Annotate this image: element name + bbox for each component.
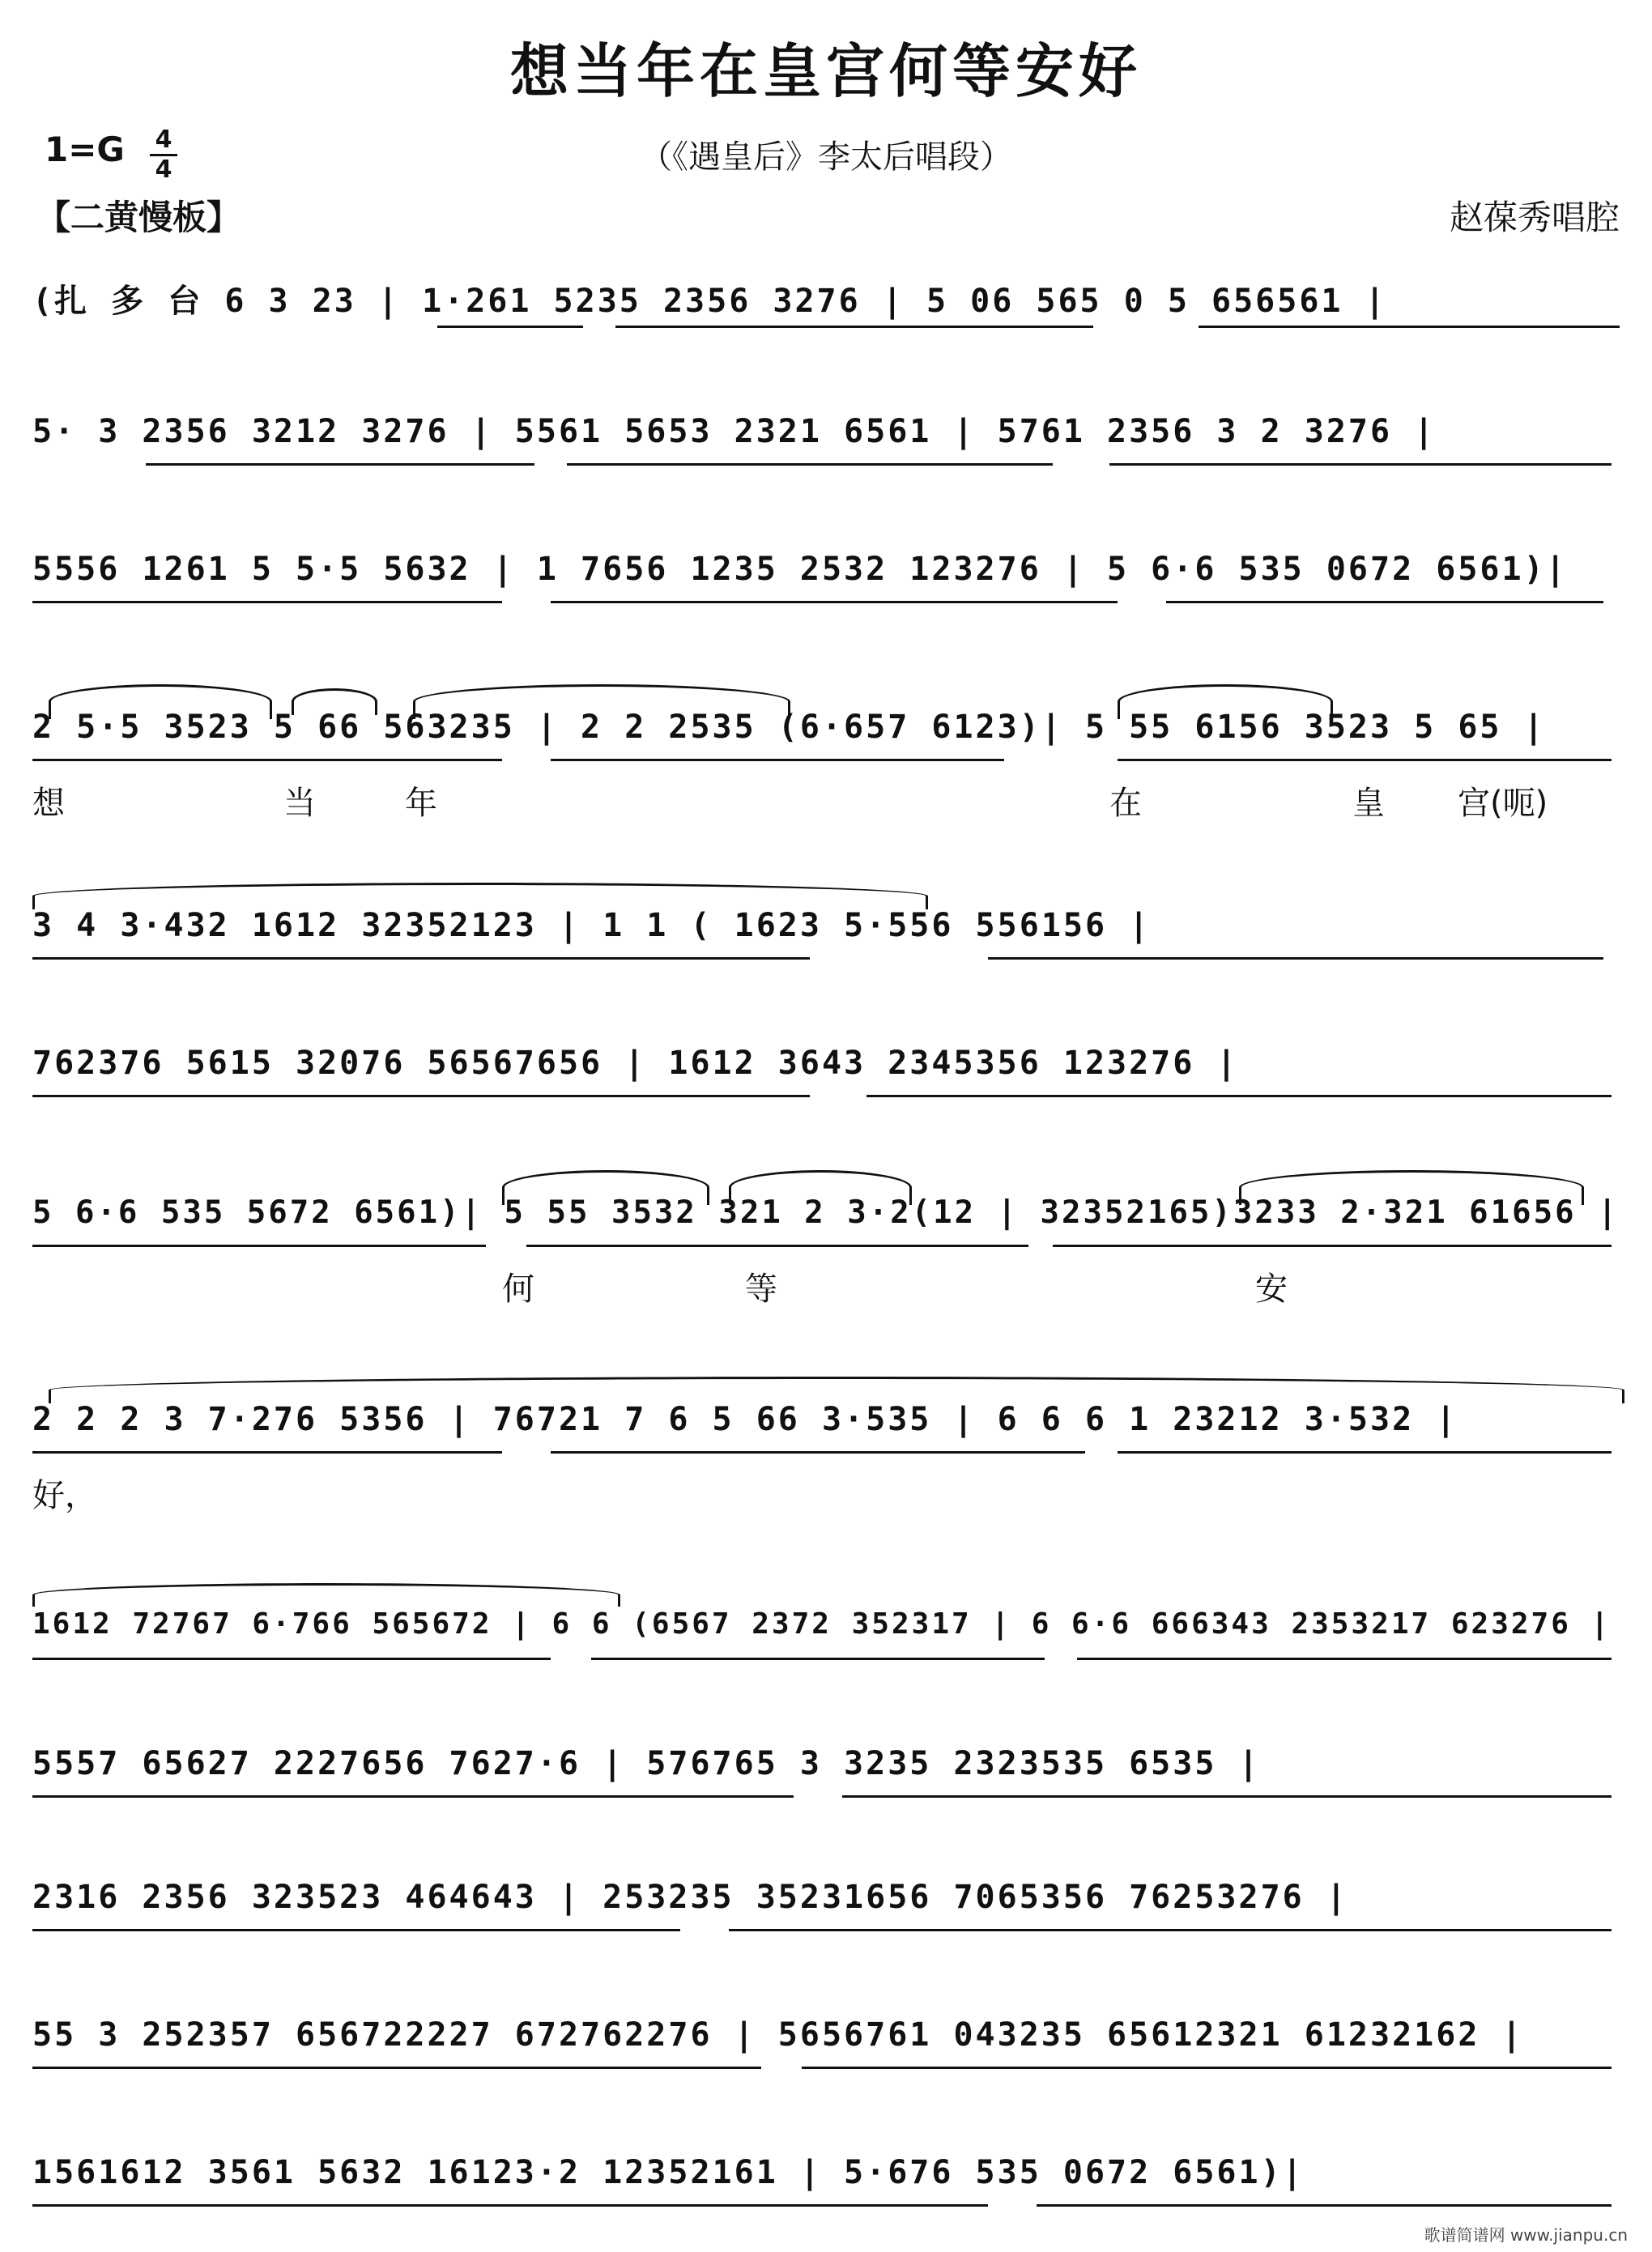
score-line-notes: 762376 5615 32076 56567656 | 1612 3643 2345356 123276 | [32,1045,1239,1082]
subtitle: （《遇皇后》李太后唱段） [640,138,1012,176]
lyric-syllable: 等 [745,1271,777,1308]
lyrics-line-4 [32,777,1624,823]
lyric-syllable: 何 [502,1271,534,1308]
beam [1109,463,1612,466]
lyric-syllable: 在 [1109,785,1142,822]
score-line-6 [32,1045,1624,1109]
beam [146,463,534,466]
beam [1118,1451,1612,1454]
score-line-notes: 1612 72767 6·766 565672 | 6 6 (6567 2372 352317 | 6 6·6 666343 2353217 623276 | [32,1607,1612,1641]
beam [1077,1658,1612,1660]
score-line-notes: 5 6·6 535 5672 6561)| 5 55 3532 321 2 3·2(12 | 32352165)3233 2·321 61656 | [32,1194,1620,1231]
beam [32,1929,680,1931]
key-signature: 1=G [45,130,125,169]
beam [32,1095,810,1097]
score-line-7 [32,1194,1624,1259]
score-line-notes: 1561612 3561 5632 16123·2 12352161 | 5·676 535 0672 6561)| [32,2154,1305,2191]
score-line-4 [32,709,1624,773]
beam [615,326,1093,328]
site-watermark: 歌谱简谱网 www.jianpu.cn [1424,2225,1628,2245]
score-line-notes: 2 5·5 3523 5 66 563235 | 2 2 2535 (6·657 6123)| 5 55 6156 3523 5 65 | [32,709,1546,746]
slur-mark [49,1377,1624,1403]
lyric-syllable: 宫(呃) [1458,785,1548,822]
slur-mark [32,1583,620,1607]
lyric-syllable: 想 [32,785,65,822]
time-signature [150,128,177,182]
beam [842,1795,1612,1798]
beam [866,1095,1612,1097]
score-line-8 [32,1401,1624,1466]
score-line-notes: 2316 2356 323523 464643 | 253235 35231656 7065356 76253276 | [32,1879,1348,1916]
score-line-notes: (扎 多 台 6 3 23 | 1·261 5235 2356 3276 | 5 06 565 0 5 656561 | [32,283,1387,320]
score-line-notes: 55 3 252357 656722227 672762276 | 5656761 043235 65612321 61232162 | [32,2016,1524,2054]
beam [1053,1245,1612,1247]
beam [32,2204,988,2207]
score-line-notes: 2 2 2 3 7·276 5356 | 76721 7 6 5 66 3·535 | 6 6 6 1 23212 3·532 | [32,1401,1458,1438]
score-line-5 [32,907,1624,972]
lyrics-line-7 [32,1263,1624,1309]
beam [988,957,1603,960]
lyric-syllable: 好， [32,1477,97,1514]
score-line-notes: 5557 65627 2227656 7627·6 | 576765 3 3235 2323535 6535 | [32,1745,1261,1782]
lyric-syllable: 当 [283,785,316,822]
lyric-syllable: 安 [1255,1271,1288,1308]
score-line-3 [32,551,1624,615]
score-line-notes: 3 4 3·432 1612 32352123 | 1 1 ( 1623 5·556 556156 | [32,907,1152,944]
score-line-12 [32,2016,1624,2081]
lyric-syllable: 年 [405,785,437,822]
beam [551,601,1118,603]
beam [729,1929,1612,1931]
score-line-10 [32,1745,1624,1810]
singer-credit: 赵葆秀唱腔 [1449,198,1620,237]
tempo-marking: 【二黄慢板】 [36,198,241,237]
beam [32,957,810,960]
time-signature-bottom: 4 [155,155,172,184]
beam [551,759,1004,761]
score-line-notes: 5556 1261 5 5·5 5632 | 1 7656 1235 2532 123276 | 5 6·6 535 0672 6561)| [32,551,1568,588]
beam [32,1795,794,1798]
beam [437,326,583,328]
score-line-1 [32,275,1624,340]
beam [526,1245,1028,1247]
beam [32,1245,486,1247]
lyric-syllable: 皇 [1352,785,1385,822]
beam [551,1451,1085,1454]
score-line-2 [32,413,1624,478]
beam [591,1658,1045,1660]
beam [1166,601,1603,603]
score-line-notes: 5· 3 2356 3212 3276 | 5561 5653 2321 6561 | 5761 2356 3 2 3276 | [32,413,1437,450]
beam [1118,759,1612,761]
beam [32,759,502,761]
lyrics-line-8 [32,1470,1624,1515]
score-line-13 [32,2154,1624,2219]
beam [1199,326,1620,328]
beam [32,1658,551,1660]
page-title: 想当年在皇宫何等安好 [509,37,1142,105]
beam [32,601,502,603]
beam [1037,2204,1612,2207]
beam [802,2067,1612,2069]
beam [32,1451,502,1454]
slur-mark [32,883,928,909]
beam [567,463,1053,466]
time-signature-top: 4 [155,126,172,154]
beam [32,2067,761,2069]
score-line-9 [32,1607,1624,1672]
score-line-11 [32,1879,1624,1943]
